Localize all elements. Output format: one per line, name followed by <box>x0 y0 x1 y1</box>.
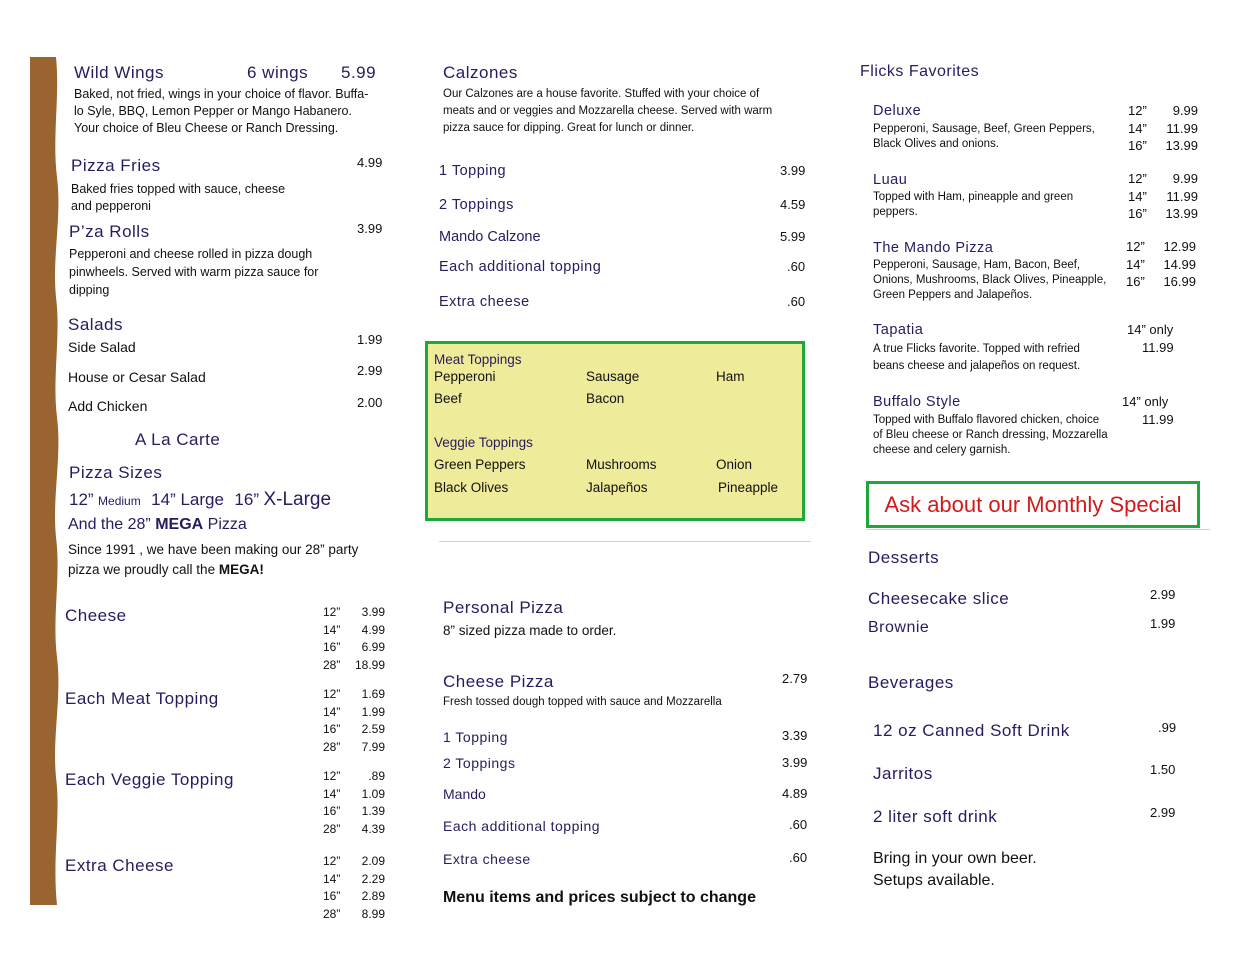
wild-wings-count: 6 wings <box>247 63 309 82</box>
beverage-item-name: 2 liter soft drink <box>873 807 998 826</box>
beverage-item-price: 1.50 <box>1150 762 1176 777</box>
wild-wings-price: 5.99 <box>341 63 377 82</box>
since-mega: MEGA! <box>218 562 264 577</box>
size-price-row: 16” 2.59 <box>323 722 385 736</box>
size-price-row: 14” 4.99 <box>323 622 385 637</box>
cheese-pizza-item-price: .60 <box>789 850 808 865</box>
veggie-toppings-title: Veggie Toppings <box>434 435 533 450</box>
favorite-desc-line: of Bleu cheese or Ranch dressing, Mozzarella <box>873 429 1108 441</box>
favorite-title: Deluxe <box>873 103 922 119</box>
cheese-pizza-item-name: 1 Topping <box>443 729 508 745</box>
calzones-title: Calzones <box>443 63 518 82</box>
cheese-pizza-item-price: 4.89 <box>782 786 808 801</box>
byob-line-2: Setups available. <box>873 872 995 889</box>
since-line-1: Since 1991 , we have been making our 28” party <box>68 542 359 557</box>
byob-line-1: Bring in your own beer. <box>873 850 1037 867</box>
size-price-row: 16” 16.99 <box>1126 274 1196 289</box>
size-12: 12” <box>69 490 94 509</box>
calzones-desc-1: Our Calzones are a house favorite. Stuffed with your choice of <box>443 88 760 100</box>
topping-item: Pepperoni <box>434 369 496 384</box>
personal-pizza-title: Personal Pizza <box>443 598 564 617</box>
size-price-row: 16” 1.39 <box>323 804 385 818</box>
topping-item: Black Olives <box>434 480 509 495</box>
topping-item: Beef <box>434 391 462 406</box>
cheese-pizza-item-name: Each additional topping <box>443 818 601 834</box>
pizza-fries-desc-1: Baked fries topped with sauce, cheese <box>71 182 286 196</box>
size-price-row: 16” 2.89 <box>323 889 385 903</box>
favorite-desc-line: cheese and celery garnish. <box>873 444 1011 456</box>
cheese-pizza-item-name: 2 Toppings <box>443 755 516 771</box>
favorite-desc-line: Topped with Ham, pineapple and green <box>873 191 1074 203</box>
pza-rolls-price: 3.99 <box>357 221 383 236</box>
dessert-item-name: Cheesecake slice <box>868 589 1010 608</box>
favorite-price: 11.99 <box>1142 412 1174 427</box>
dessert-item-price: 1.99 <box>1150 616 1176 631</box>
size-price-row: 14” 14.99 <box>1126 256 1196 272</box>
size-price-row: 16” 13.99 <box>1128 138 1198 153</box>
mega-line <box>68 516 247 534</box>
pizza-sizes-line <box>69 489 331 511</box>
topping-item: Mushrooms <box>586 457 657 472</box>
favorite-title: Tapatia <box>873 322 924 338</box>
wild-wings-title: Wild Wings <box>74 63 165 82</box>
salad-item-price: 1.99 <box>357 332 383 347</box>
calzone-item-name: Mando Calzone <box>439 229 541 245</box>
size-16: 16” <box>234 490 259 509</box>
flicks-favorites-title: Flicks Favorites <box>860 63 980 80</box>
salad-item-price: 2.00 <box>357 395 383 410</box>
topping-item: Sausage <box>586 369 640 384</box>
dessert-item-price: 2.99 <box>1150 587 1176 602</box>
size-price-row: 14” 11.99 <box>1128 188 1198 204</box>
favorite-desc-line: Pepperoni, Sausage, Beef, Green Peppers, <box>873 123 1095 135</box>
beverage-item-name: Jarritos <box>873 764 933 783</box>
salad-item-name: Add Chicken <box>68 398 148 414</box>
decorative-wavy-strip <box>30 57 60 905</box>
mega-post: Pizza <box>207 516 247 533</box>
favorite-size-only: 14” only <box>1122 394 1169 409</box>
wild-wings-desc-2: lo Syle, BBQ, Lemon Pepper or Mango Habanero. <box>74 104 352 118</box>
cheese-pizza-item-price: 3.39 <box>782 728 808 743</box>
calzone-item-price: 4.59 <box>780 197 806 212</box>
pza-rolls-desc-1: Pepperoni and cheese rolled in pizza dough <box>69 247 313 261</box>
calzone-item-name: Each additional topping <box>439 259 602 275</box>
price-block-title: Extra Cheese <box>65 856 174 875</box>
favorite-title: Luau <box>873 172 908 188</box>
favorite-desc-line: peppers. <box>873 206 918 218</box>
pza-rolls-title: P’za Rolls <box>69 222 150 241</box>
pizza-fries-title: Pizza Fries <box>71 156 161 175</box>
calzone-item-price: .60 <box>787 294 806 309</box>
favorite-desc-line: Pepperoni, Sausage, Ham, Bacon, Beef, <box>873 259 1081 271</box>
since-line-2: pizza we proudly call the <box>68 562 216 577</box>
size-price-row: 28” 4.39 <box>323 821 385 836</box>
favorite-desc-line: Topped with Buffalo flavored chicken, choice <box>873 414 1100 426</box>
cheese-pizza-item-name: Extra cheese <box>443 851 531 867</box>
pizza-sizes-heading: Pizza Sizes <box>69 463 163 482</box>
topping-item: Bacon <box>586 391 625 406</box>
divider <box>866 529 1210 530</box>
cheese-pizza-item-name: Mando <box>443 786 486 802</box>
topping-item: Onion <box>716 457 753 472</box>
favorite-desc-line: Onions, Mushrooms, Black Olives, Pineapple, <box>873 274 1107 286</box>
salad-item-name: House or Cesar Salad <box>68 369 206 385</box>
calzone-item-name: 2 Toppings <box>439 197 514 213</box>
calzones-desc-3: pizza sauce for dipping. Great for lunch or dinner. <box>443 122 695 134</box>
size-price-row: 28” 7.99 <box>323 739 385 754</box>
size-price-row: 12” 1.69 <box>323 687 385 701</box>
personal-pizza-desc: 8” sized pizza made to order. <box>443 623 617 638</box>
size-price-row: 16” 6.99 <box>323 640 385 654</box>
disclaimer: Menu items and prices subject to change <box>443 889 756 906</box>
salad-item-name: Side Salad <box>68 339 136 355</box>
calzones-desc-2: meats and or veggies and Mozzarella cheese. Served with warm <box>443 105 773 117</box>
size-x-large: X-Large <box>263 489 332 510</box>
mega-pre: And the 28” <box>68 516 151 533</box>
cheese-pizza-item-price: .60 <box>789 817 808 832</box>
size-price-row: 12” 12.99 <box>1126 239 1196 254</box>
favorite-desc-line: beans cheese and jalapeños on request. <box>873 360 1081 372</box>
beverage-item-name: 12 oz Canned Soft Drink <box>873 721 1070 740</box>
favorite-title: Buffalo Style <box>873 394 961 410</box>
salads-title: Salads <box>68 315 123 334</box>
calzone-item-price: 5.99 <box>780 229 806 244</box>
size-price-row: 16” 13.99 <box>1128 206 1198 221</box>
desserts-title: Desserts <box>868 548 940 567</box>
topping-item: Pineapple <box>718 480 779 495</box>
size-price-row: 14” 11.99 <box>1128 120 1198 136</box>
size-price-row: 12” 2.09 <box>323 854 385 868</box>
beverage-item-price: .99 <box>1158 720 1177 735</box>
price-block-title: Cheese <box>65 606 127 625</box>
calzone-item-price: 3.99 <box>780 163 806 178</box>
topping-item: Green Peppers <box>434 457 526 472</box>
topping-item: Jalapeños <box>586 480 648 495</box>
pza-rolls-desc-3: dipping <box>69 283 110 297</box>
meat-toppings-title: Meat Toppings <box>434 352 522 367</box>
favorite-price: 11.99 <box>1142 340 1174 355</box>
wild-wings-desc-3: Your choice of Bleu Cheese or Ranch Dressing. <box>74 121 339 135</box>
beverage-item-price: 2.99 <box>1150 805 1176 820</box>
size-price-row: 28” 18.99 <box>323 657 385 672</box>
monthly-special-banner: Ask about our Monthly Special <box>866 481 1200 528</box>
pizza-fries-price: 4.99 <box>357 155 383 170</box>
mega-word: MEGA <box>155 516 204 533</box>
size-price-row: 12” 9.99 <box>1128 103 1198 118</box>
pza-rolls-desc-2: pinwheels. Served with warm pizza sauce for <box>69 265 319 279</box>
topping-item: Ham <box>716 369 745 384</box>
calzone-item-price: .60 <box>787 259 806 274</box>
a-la-carte-heading: A La Carte <box>135 430 221 449</box>
size-14-large: 14” Large <box>151 490 224 509</box>
divider <box>439 541 811 542</box>
size-price-row: 14” 1.99 <box>323 704 385 719</box>
dessert-item-name: Brownie <box>868 619 930 636</box>
size-price-row: 12” 3.99 <box>323 605 385 619</box>
cheese-pizza-desc: Fresh tossed dough topped with sauce and Mozzarella <box>443 696 722 708</box>
pizza-fries-desc-2: and pepperoni <box>71 199 151 213</box>
size-price-row: 12” .89 <box>323 769 385 783</box>
calzone-item-name: Extra cheese <box>439 294 530 310</box>
price-block-title: Each Veggie Topping <box>65 770 234 789</box>
size-price-row: 14” 1.09 <box>323 786 385 801</box>
size-medium: Medium <box>98 494 141 508</box>
size-price-row: 14” 2.29 <box>323 871 385 886</box>
wild-wings-desc-1: Baked, not fried, wings in your choice of flavor. Buffa- <box>74 87 369 101</box>
salad-item-price: 2.99 <box>357 363 383 378</box>
price-block-title: Each Meat Topping <box>65 689 219 708</box>
cheese-pizza-price: 2.79 <box>782 671 808 686</box>
favorite-size-only: 14” only <box>1127 322 1174 337</box>
calzone-item-name: 1 Topping <box>439 163 507 179</box>
favorite-desc-line: A true Flicks favorite. Topped with refried <box>873 343 1080 355</box>
toppings-box <box>425 341 805 521</box>
beverages-title: Beverages <box>868 673 954 692</box>
favorite-desc-line: Green Peppers and Jalapeños. <box>873 289 1033 301</box>
size-price-row: 28” 8.99 <box>323 906 385 921</box>
size-price-row: 12” 9.99 <box>1128 171 1198 186</box>
cheese-pizza-item-price: 3.99 <box>782 755 808 770</box>
byob-note <box>873 848 1037 892</box>
favorite-title: The Mando Pizza <box>873 240 994 256</box>
favorite-desc-line: Black Olives and onions. <box>873 138 999 150</box>
since-1991-text <box>68 540 358 580</box>
cheese-pizza-title: Cheese Pizza <box>443 672 554 691</box>
